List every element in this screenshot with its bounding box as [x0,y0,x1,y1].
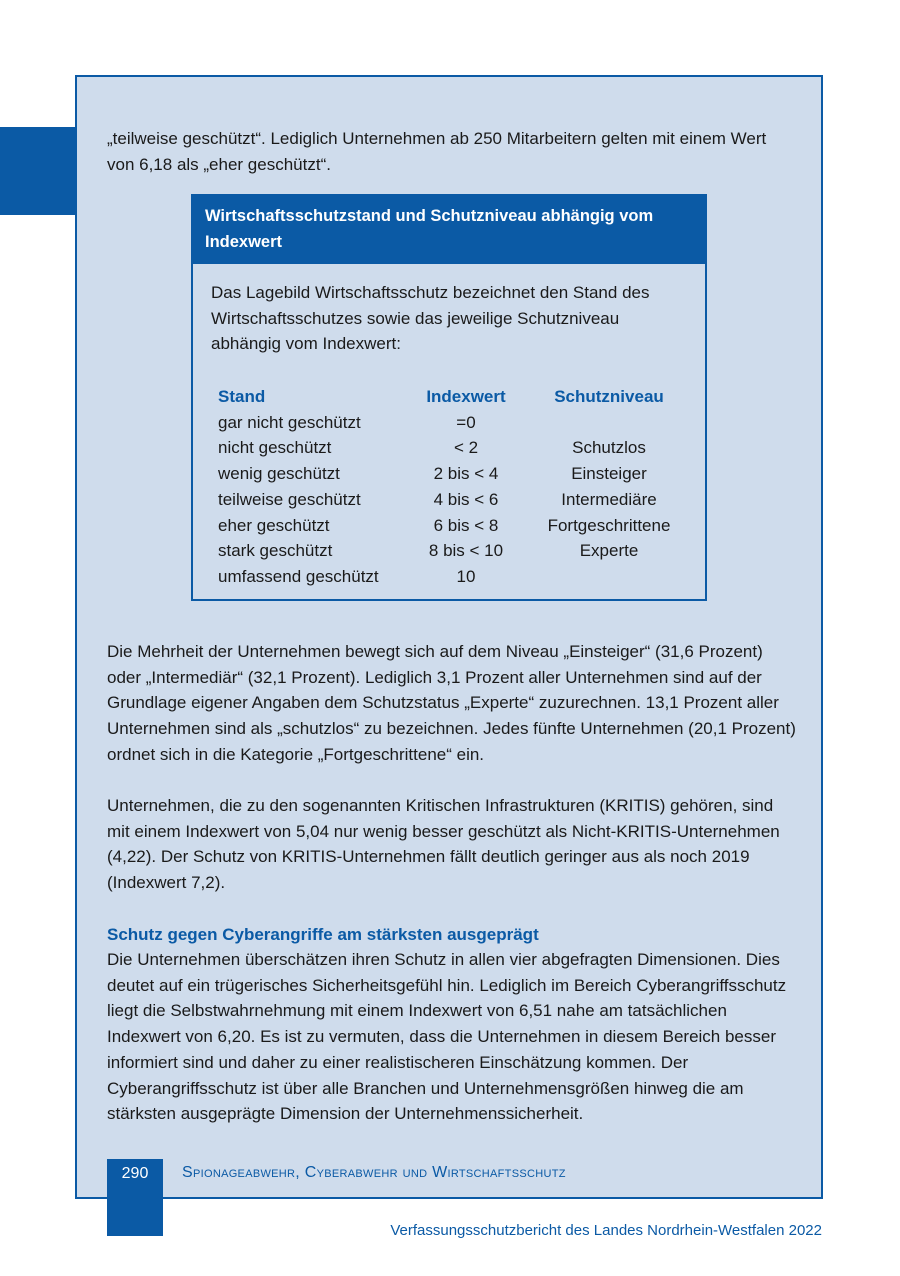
table-row [218,564,699,590]
cell-schutzniveau: Schutzlos [572,438,646,458]
cell-schutzniveau [519,410,699,436]
cell-schutzniveau: Fortgeschrittene [547,515,671,535]
column-header-schutzniveau: Schutzniveau [554,387,664,406]
table-row [218,435,699,461]
running-head: Spionageabwehr, Cyberabwehr und Wirtschaftsschutz [182,1164,566,1181]
footer-text: Verfassungsschutzbericht des Landes Nordrhein-Westfalen 2022 [390,1222,822,1239]
cell-schutzniveau: Intermediäre [561,489,657,509]
table-header-row [218,384,699,410]
intro-paragraph: „teilweise geschützt“. Lediglich Unternehmen ab 250 Mitarbeitern gelten mit einem Wert von 6,18 als „eher geschützt“. [107,129,767,174]
cell-indexwert: 10 [456,566,476,586]
info-box-intro: Das Lagebild Wirtschaftsschutz bezeichnet den Stand des Wirtschaftsschutzes sowie das jeweilige Schutzniveau abhängig vom Indexwert: [211,283,650,354]
cell-indexwert: 2 bis < 4 [433,464,499,484]
cell-schutzniveau: Einsteiger [571,464,647,484]
cell-stand: teilweise geschützt [218,489,361,509]
paragraph-cyber: Die Unternehmen überschätzen ihren Schutz in allen vier abgefragten Dimensionen. Dies deutet auf ein trügerisches Sicherheitsgefühl hin. Lediglich im Bereich Cyberangriffsschutz liegt die Selbstwahrnehmung mit einem Indexwert von 6,51 nahe am tatsächlichen Indexwert von 6,20. Es ist zu vermuten, dass die Unternehmen in diesem Bereich besser informiert sind und daher zu einer realistischeren Einschätzung kommen. Der Cyberangriffsschutz ist über alle Branchen und Unternehmensgrößen hinweg die am stärksten ausgeprägte Dimension der Unternehmenssicherheit. [107,950,787,1124]
cell-indexwert: =0 [456,412,476,432]
cell-stand: wenig geschützt [218,464,340,484]
cell-stand: nicht geschützt [218,438,332,458]
table-row [218,410,699,436]
cell-stand: stark geschützt [218,541,333,561]
table-row [218,538,699,564]
side-tab-marker [0,127,76,215]
page-number: 290 [107,1159,163,1236]
section-heading: Schutz gegen Cyberangriffe am stärksten ausgeprägt [107,925,539,944]
column-header-stand: Stand [218,387,266,406]
cell-stand: gar nicht geschützt [218,412,361,432]
column-header-indexwert: Indexwert [426,387,506,406]
cell-stand: umfassend geschützt [218,566,379,586]
info-box [191,194,707,601]
cell-schutzniveau: Experte [579,541,639,561]
cell-stand: eher geschützt [218,515,330,535]
cell-schutzniveau [519,564,699,590]
index-table [218,384,699,590]
cell-indexwert: < 2 [453,438,479,458]
info-box-title: Wirtschaftsschutzstand und Schutzniveau abhängig vom Indexwert [193,196,705,264]
table-row [218,513,699,539]
cell-indexwert: 8 bis < 10 [428,541,504,561]
cell-indexwert: 6 bis < 8 [433,515,499,535]
paragraph-distribution: Die Mehrheit der Unternehmen bewegt sich auf dem Niveau „Einsteiger“ (31,6 Prozent) oder „Intermediär“ (32,1 Prozent). Lediglich 3,1 Prozent aller Unternehmen sind auf der Grundlage eigener Angaben dem Schutzstatus „Experte“ zuzurechnen. 13,1 Prozent aller Unternehmen sind als „schutzlos“ zu bezeichnen. Jedes fünfte Unternehmen (20,1 Prozent) ordnet sich in die Kategorie „Fortgeschrittene“ ein. [107,642,796,764]
table-row [218,461,699,487]
cell-indexwert: 4 bis < 6 [433,489,499,509]
table-row [218,487,699,513]
paragraph-kritis: Unternehmen, die zu den sogenannten Kritischen Infrastrukturen (KRITIS) gehören, sind mit einem Indexwert von 5,04 nur wenig besser geschützt als Nicht-KRITIS-Unternehmen (4,22). Der Schutz von KRITIS-Unternehmen fällt deutlich geringer aus als noch 2019 (Indexwert 7,2). [107,796,780,893]
